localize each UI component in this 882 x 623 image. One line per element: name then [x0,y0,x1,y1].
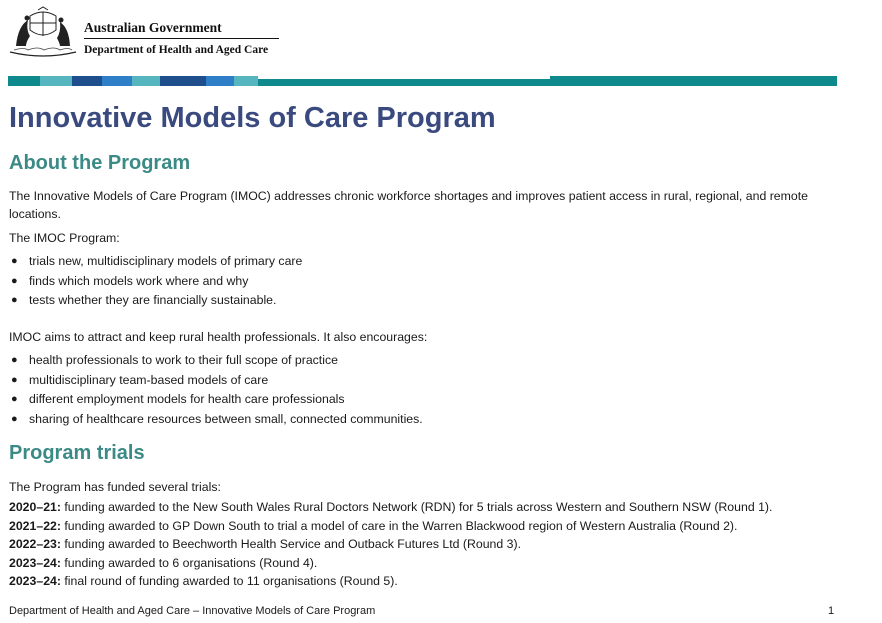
page-title: Innovative Models of Care Program [9,102,496,134]
decorative-stripe [8,76,837,86]
trial-item [9,517,772,536]
trials-list [9,498,772,591]
program-bullet-list [9,252,302,311]
heading-about: About the Program [9,152,191,174]
trial-year: 2022–23: [9,537,61,552]
trial-year: 2023–24: [9,555,61,570]
list-item: ● tests whether they are financially sustainable. [11,293,277,308]
header-rule [84,38,279,39]
list-item: ● trials new, multidisciplinary models of primary care [11,254,303,268]
trial-text: final round of funding awarded to 11 organisations (Round 5). [60,574,398,589]
trial-item [9,498,772,517]
trial-year: 2023–24: [9,574,61,589]
list-item: ● finds which models work where and why [11,273,249,288]
bullet-icon: ● [11,274,18,287]
aims-paragraph: IMOC aims to attract and keep rural health professionals. It also encourages: [9,330,428,344]
trial-item [9,554,772,573]
trial-text: funding awarded to the New South Wales Rural Doctors Network (RDN) for 5 trials across Western and Southern NSW (Round 1). [60,500,773,514]
bullet-icon: ● [11,413,18,426]
bullet-icon: ● [11,373,18,386]
bullet-icon: ● [11,354,18,366]
trial-item [9,572,772,591]
about-lead: The IMOC Program: [9,231,120,245]
coat-of-arms-logo [8,6,78,58]
government-header [8,6,308,58]
trial-year: 2020–21: [9,500,61,514]
department-name: Department of Health and Aged Care [84,44,269,56]
page-number: 1 [828,605,835,617]
footer-text: Department of Health and Aged Care – Innovative Models of Care Program [9,605,376,617]
aims-bullet-list [9,351,423,430]
trials-intro: The Program has funded several trials: [9,480,221,494]
trial-text: funding awarded to Beechworth Health Service and Outback Futures Ltd (Round 3). [60,537,521,552]
list-item: ● different employment models for health care professionals [11,392,345,407]
government-wordmark [84,20,279,57]
government-name: Australian Government [84,20,222,35]
trial-year: 2021–22: [9,518,61,533]
about-intro: The Innovative Models of Care Program (IMOC) addresses chronic workforce shortages and improves patient access in rural, regional, and remote locations. [9,189,808,221]
trial-text: funding awarded to 6 organisations (Round 4). [60,555,318,570]
bullet-icon: ● [11,255,18,267]
list-item: ● multidisciplinary team-based models of care [11,372,269,387]
bullet-icon: ● [11,393,18,406]
trial-item [9,535,772,554]
trial-text: funding awarded to GP Down South to trial a model of care in the Warren Blackwood region of Western Australia (Round 2). [60,518,738,533]
list-item: ● health professionals to work to their full scope of practice [11,353,338,367]
bullet-icon: ● [11,294,18,307]
heading-trials: Program trials [9,442,145,464]
list-item: ● sharing of healthcare resources between small, connected communities. [11,412,423,427]
